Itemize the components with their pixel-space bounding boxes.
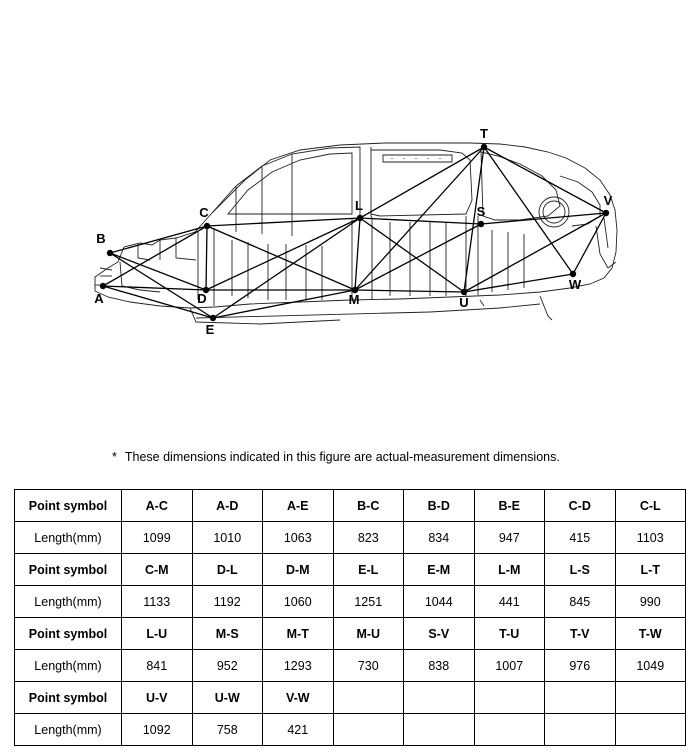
cell-symbol: A-C: [122, 490, 193, 522]
row-header-length: Length(mm): [15, 714, 122, 746]
cell-symbol: U-V: [122, 682, 193, 714]
point-A: [100, 283, 106, 289]
point-L: [357, 215, 363, 221]
row-header-symbol: Point symbol: [15, 490, 122, 522]
point-label-C: C: [199, 205, 209, 220]
point-label-E: E: [205, 322, 215, 337]
cell-symbol: U-W: [192, 682, 263, 714]
point-B: [107, 250, 113, 256]
row-header-length: Length(mm): [15, 522, 122, 554]
row-header-symbol: Point symbol: [15, 554, 122, 586]
cell-symbol: M-U: [333, 618, 404, 650]
cell-length: 758: [192, 714, 263, 746]
cell-empty: [404, 714, 475, 746]
row-header-length: Length(mm): [15, 586, 122, 618]
table-row: [15, 714, 686, 746]
point-label-L: L: [355, 198, 363, 213]
cell-length: 441: [474, 586, 545, 618]
cell-length: 1010: [192, 522, 263, 554]
cell-length: 947: [474, 522, 545, 554]
cell-length: 838: [404, 650, 475, 682]
table-row: [15, 682, 686, 714]
cell-length: 1092: [122, 714, 193, 746]
cell-length: 1063: [263, 522, 334, 554]
cell-length: 1293: [263, 650, 334, 682]
cell-symbol: D-M: [263, 554, 334, 586]
cell-length: 1133: [122, 586, 193, 618]
cell-empty: [545, 714, 616, 746]
figure-note: [112, 450, 560, 464]
cell-empty: [615, 682, 686, 714]
cell-symbol: C-M: [122, 554, 193, 586]
table-row: [15, 618, 686, 650]
cell-empty: [474, 682, 545, 714]
cell-symbol: C-L: [615, 490, 686, 522]
point-label-S: S: [476, 204, 486, 219]
point-labels: [94, 126, 612, 337]
cell-length: 730: [333, 650, 404, 682]
cell-length: 1049: [615, 650, 686, 682]
point-label-D: D: [197, 291, 207, 306]
cell-symbol: T-V: [545, 618, 616, 650]
table-row: [15, 586, 686, 618]
point-label-U: U: [459, 295, 469, 310]
point-C: [204, 223, 210, 229]
cell-length: 823: [333, 522, 404, 554]
cell-length: 421: [263, 714, 334, 746]
cell-length: 1099: [122, 522, 193, 554]
point-label-B: B: [96, 231, 106, 246]
cell-length: 415: [545, 522, 616, 554]
cell-symbol: L-T: [615, 554, 686, 586]
cell-empty: [333, 682, 404, 714]
cell-empty: [404, 682, 475, 714]
row-header-length: Length(mm): [15, 650, 122, 682]
point-label-A: A: [94, 291, 104, 306]
cell-symbol: E-L: [333, 554, 404, 586]
cell-length: 990: [615, 586, 686, 618]
row-header-symbol: Point symbol: [15, 618, 122, 650]
cell-symbol: V-W: [263, 682, 334, 714]
cell-symbol: B-C: [333, 490, 404, 522]
cell-empty: [474, 714, 545, 746]
note-asterisk: *: [112, 450, 117, 464]
point-E: [210, 315, 216, 321]
cell-empty: [615, 714, 686, 746]
cell-symbol: B-E: [474, 490, 545, 522]
cell-length: 1103: [615, 522, 686, 554]
point-S: [478, 221, 484, 227]
cell-symbol: L-U: [122, 618, 193, 650]
cell-symbol: L-S: [545, 554, 616, 586]
cell-length: 1060: [263, 586, 334, 618]
note-text: These dimensions indicated in this figure are actual-measurement dimensions.: [124, 450, 560, 464]
point-label-V: V: [603, 193, 613, 208]
cell-symbol: T-U: [474, 618, 545, 650]
table-row: [15, 522, 686, 554]
cell-symbol: L-M: [474, 554, 545, 586]
cell-length: 834: [404, 522, 475, 554]
table-row: [15, 650, 686, 682]
cell-symbol: M-T: [263, 618, 334, 650]
cell-symbol: M-S: [192, 618, 263, 650]
point-label-W: W: [568, 277, 582, 292]
point-label-M: M: [348, 292, 360, 307]
point-T: [481, 144, 487, 150]
cell-empty: [333, 714, 404, 746]
point-V: [603, 210, 609, 216]
dimension-table: [14, 489, 686, 746]
cell-symbol: E-M: [404, 554, 475, 586]
cell-length: 1251: [333, 586, 404, 618]
row-header-symbol: Point symbol: [15, 682, 122, 714]
cell-symbol: A-E: [263, 490, 334, 522]
cell-symbol: S-V: [404, 618, 475, 650]
cell-symbol: D-L: [192, 554, 263, 586]
table-row: [15, 554, 686, 586]
cell-length: 1044: [404, 586, 475, 618]
cell-symbol: A-D: [192, 490, 263, 522]
table-row: [15, 490, 686, 522]
cell-symbol: T-W: [615, 618, 686, 650]
cell-length: 845: [545, 586, 616, 618]
cell-length: 976: [545, 650, 616, 682]
cell-length: 952: [192, 650, 263, 682]
cell-symbol: B-D: [404, 490, 475, 522]
cell-length: 841: [122, 650, 193, 682]
cell-length: 1192: [192, 586, 263, 618]
point-label-T: T: [480, 126, 488, 141]
cell-empty: [545, 682, 616, 714]
cell-symbol: C-D: [545, 490, 616, 522]
cell-length: 1007: [474, 650, 545, 682]
